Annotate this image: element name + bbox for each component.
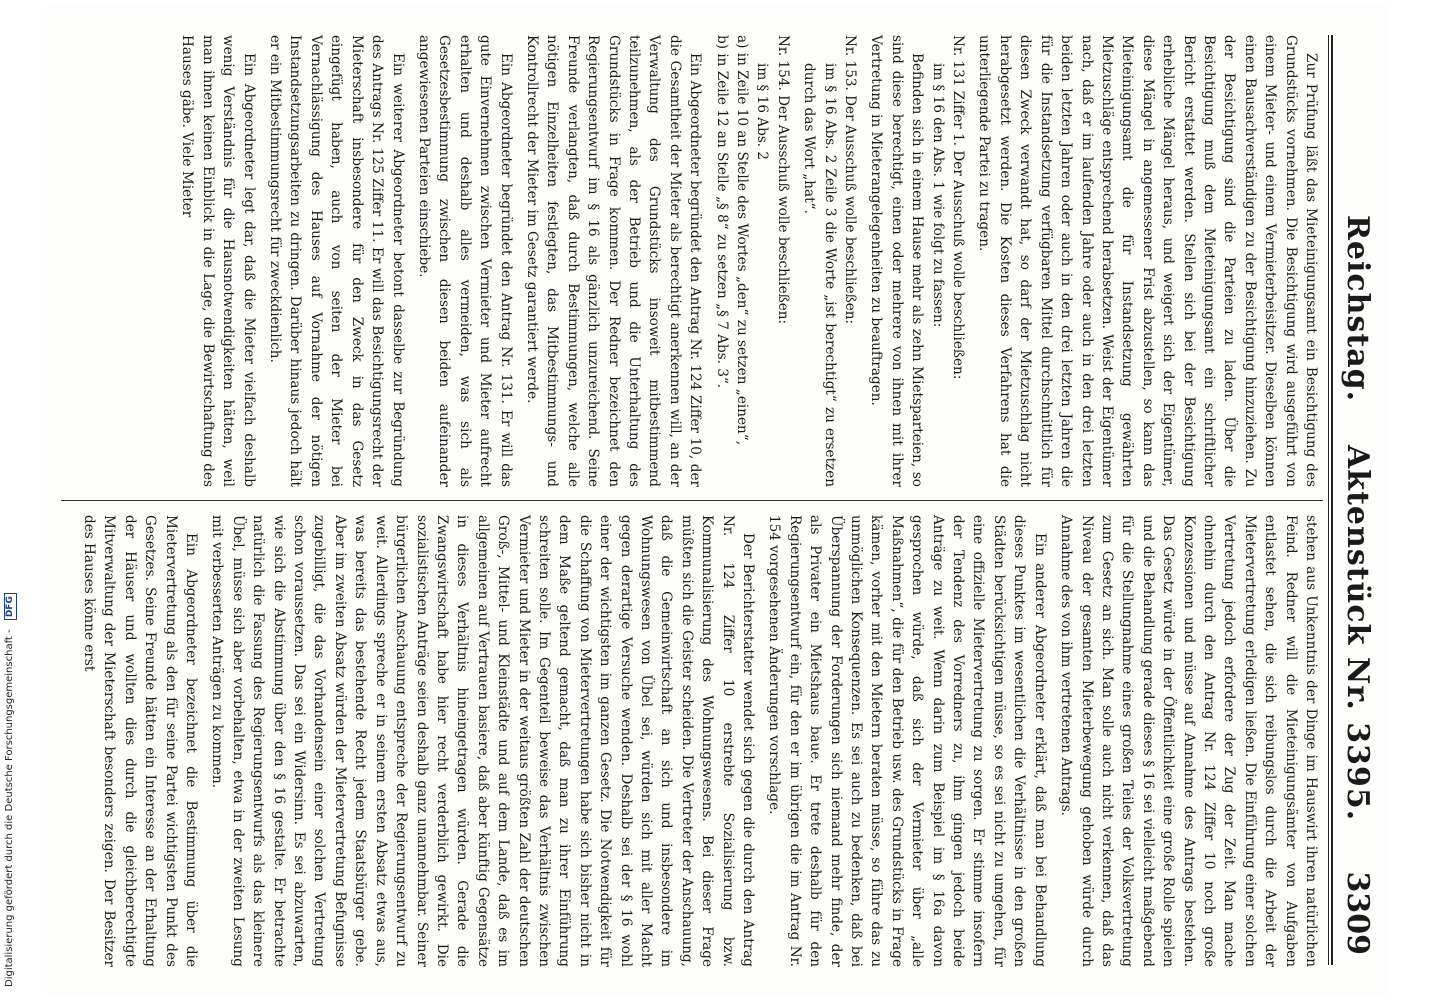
- motion-instruction: im § 16 den Abs. 1 wie folgt zu fassen:: [929, 63, 946, 328]
- paragraph: Ein Abgeordneter begründet den Antrag Nr. 124 Ziffer 10, der die Gesamtheit der Mieter als berechtigt anerkennen will, an der Verwaltung des Grundstücks insoweit mitbestimmend teilzunehmen, als der Betrieb und die Unterhaltung des Grundstücks in Frage kommen. Der Redner bezeichnet den Regierungsentwurf im § 16 als gänzlich unzureichend. Seine Freunde verlangten, daß durch Bestimmungen, welche alle nötigen Einzelheiten festlegten, das Mitbestimmungs- und Kontrollrecht der Mieter im Gesetz garantiert werde.: [523, 35, 704, 487]
- motion-instruction: im § 16 Abs. 2 Zeile 3 die Worte „ist berechtigt“ zu ersetzen durch das Wort „hat“.: [801, 63, 838, 487]
- motion-heading: Nr. 154. Der Ausschuß wolle beschließen:: [774, 35, 791, 325]
- paragraph: Ein Abgeordneter bezeichnet die Bestimmung über die Mietervertretung als den für seine Partei wichtigsten Punkt des Gesetzes. Seine Freunde hätten ein Interesse an der Erhaltung der Häuser und wollten dies durch die gleichberechtigte Mitverwaltung der Mieterschaft besonders zeigen. Der Besitzer des Hauses könne erst: [81, 515, 200, 967]
- paragraph: Zur Prüfung läßt das Mieteinigungsamt ein Besichtigung des Grundstücks vornehmen. Die Besichtigung wird ausgeführt von einem Mieter- und einem Vermieterbeisitzer. Dieselben können einen Bausachverständigen zu der Besichtigung hinzuziehen. Zu der Besichtigung sind die Parteien zu laden. Über die Besichtigung muß dem Mieteinigungsamt ein schriftlicher Bericht erstattet werden. Stellen sich bei der Besichtigung erhebliche Mängel heraus, und weigert sich der Eigentümer, diese Mängel in angemessener Frist abzustellen, so kann das Mieteinigungsamt die für Instandsetzung gewährten Mietzuschläge entsprechend herabsetzen. Weist der Eigentümer nach, daß er im laufenden Jahre oder auch in den drei letzten beiden letzten Jahren oder auch in den drei letzten Jahren die für die Instandsetzung verfügbaren Mittel durchschnittlich für diesen Zweck verwandt hat, so darf der Mietzuschlag nicht herabgesetzt werden. Die Kosten dieses Verfahrens hat die unterliegende Partei zu tragen.: [976, 35, 1319, 487]
- motion-heading: Nr. 131 Ziffer 1. Der Ausschuß wolle beschließen:: [950, 35, 967, 380]
- document-number: Aktenstück Nr. 3395.: [1340, 445, 1375, 822]
- motion-heading: Nr. 153. Der Ausschuß wolle beschließen:: [842, 35, 859, 325]
- paragraph: Ein Abgeordneter legt dar, daß die Mieter vielfach deshalb wenig Verständnis für die Hausnotwendigkeiten hätten, weil man ihnen keinen Einblick in die Lage, die Bewirtschaftung des Hauses gäbe. Viele Mieter: [179, 35, 257, 487]
- paragraph: Der Berichterstatter wendet sich gegen die durch den Antrag Nr. 124 Ziffer 10 erstrebte Sozialisierung bzw. Kommunalisierung des Wohnungswesens. Bei dieser Frage müßten sich die Geister scheiden. Die Vertreter der Anschauung, daß die Gemeinwirtschaft an sich und insbesondere im Wohnungswesen von Übel sei, würden sich mit aller Macht gegen derartige Versuche wenden. Deshalb sei der § 16 wohl einer der wichtigsten im ganzen Gesetz. Die Notwendigkeit für die Schaffung von Mietervertretungen habe sich bisher nicht in dem Maße geltend gemacht, daß man zu ihrer Einführung schreiten solle. Im Gegenteil beweise das Verhältnis zwischen Vermieter und Mieter in der weitaus größten Zahl der deutschen Groß-, Mittel- und Kleinstädte und auf dem Lande, daß es im allgemeinen auf Vertrauen basiere, daß aber künftig Gegensätze in dieses Verhältnis hineingetragen würden. Gerade die Zwangswirtschaft habe hier recht verderblich gewirkt. Die sozialistischen Anträge seien deshalb ganz unannehmbar. Seiner bürgerlichen Anschauung entspreche der Regierungsentwurf zu weit. Allerdings spreche er in seinem ersten Absatz etwas aus, was bereits das bestehende Recht jedem Staatsbürger gebe. Aber im zweiten Absatz würden der Mietervertretung Befugnisse zugebilligt, die das Vorhandensein einer solchen Vertretung schon voraussetzen. Das sei ein Widersinn. Es sei abzuwarten, wie sich die Abstimmung über den § 16 gestalte. Er betrachte natürlich die Fassung des Regierungsentwurfs als das kleinere Übel, müsse sich aber vorbehalten, etwa in der zweiten Lesung mit verbesserten Anträgen zu kommen.: [209, 515, 757, 967]
- paragraph: stehen aus Unkenntnis der Dinge im Hauswirt ihren natürlichen Feind. Redner will die Mieteinigungsämter von Aufgaben entlastet sehen, die sich reibungslos durch die Arbeit der Mietervertretung erledigen ließen. Die Einführung einer solchen Vertretung jedoch erfordere der Zug der Zeit. Man mache ohnehin durch den Antrag Nr. 124 Ziffer 10 noch große Konzessionen und müsse auf Annahme des Antrags bestehen. Das Gesetz würde in der Öffentlichkeit eine große Rolle spielen und die Behandlung gerade dieses § 16 sei vielleicht maßgebend für die Stellungnahme eines großen Teiles der Volksvertretung zum Gesetz an sich. Man solle auch nicht verkennen, daß das Niveau der gesamten Mieterbewegung gehoben würde durch Annahme des von ihm vertretenen Antrags.: [1058, 515, 1319, 967]
- digitization-credit: Digitalisierung gefördert durch die Deutsche Forschungsgemeinschaft -: [4, 629, 15, 987]
- column-divider: [61, 500, 1323, 501]
- header-rule: [1331, 35, 1333, 965]
- dfg-logo: DFG: [4, 593, 17, 620]
- motion-item: b) in Zeile 12 an Stelle „§ 8“ zu setzen „§ 7 Abs. 3“.: [713, 35, 730, 389]
- header-title: Reichstag.: [1340, 215, 1375, 403]
- left-column: [59, 35, 1321, 487]
- digitization-credit-bar: [0, 0, 14, 1000]
- page-number: 3309: [1340, 871, 1375, 955]
- scanned-page: [47, 5, 1387, 995]
- page-header: [1335, 35, 1381, 965]
- right-column: [59, 515, 1321, 967]
- motion-text: Befinden sich in einem Hause mehr als zehn Mietsparteien, so sind diese berechtigt, einen oder mehrere von ihnen mit ihrer Vertretung in Mieterangelegenheiten zu beauftragen.: [868, 35, 926, 487]
- paragraph: Ein Abgeordneter begründet den Antrag Nr. 131. Er will das gute Einvernehmen zwischen Vermieter und Mieter aufrecht erhalten und deshalb alles vermeiden, was sich als Gesetzesbestimmung zwischen diesen beiden aufeinander angewiesenen Parteien einschiebe.: [415, 35, 514, 487]
- motion-instruction: im § 16 Abs. 2: [754, 63, 771, 161]
- header-rule-thin: [1328, 35, 1329, 965]
- paragraph: Ein weiterer Abgeordneter betont dasselbe zur Begründung des Antrags Nr. 125 Ziffer 11. Er will das Besichtigungsrecht der Mieterschaft insbesondere für den Zweck in das Gesetz eingefügt haben, auch von seiten der Mieter bei Vernachlässigung des Hauses auf Vornahme der nötigen Instandsetzungsarbeiten zu dringen. Darüber hinaus jedoch hält er ein Mitbestimmungsrecht für zweckdienlich.: [267, 35, 406, 487]
- motion-item: a) in Zeile 10 an Stelle des Wortes „den“ zu setzen „einen“,: [734, 35, 751, 446]
- paragraph: Ein anderer Abgeordneter erklärt, daß man bei Behandlung dieses Punktes im wesentlichen die Verhältnisse in den großen Städten berücksichtigen müsse, so es sei nicht zu umgehen, für eine offizielle Mietervertretung zu sorgen. Er stimme insofern der Tendenz des Vorredners zu, ihm gingen jedoch beide Anträge zu weit. Wenn darin zum Beispiel im § 16a davon gesprochen würde, daß sich der Vermieter über „alle Maßnahmen“, die für den Betrieb usw. des Grundstücks in Frage kämen, vorher mit den Mietern beraten müsse, so führe das zu unmöglichen Konsequenzen. Es sei auch zu bedenken, daß bei Überspannung der Forderungen sich niemand mehr finde, der als Privater ein Mietshaus baue. Er trete deshalb für den Regierungsentwurf ein, für den er im übrigen die im Antrag Nr. 154 vorgesehenen Änderungen vorschlage.: [766, 515, 1048, 967]
